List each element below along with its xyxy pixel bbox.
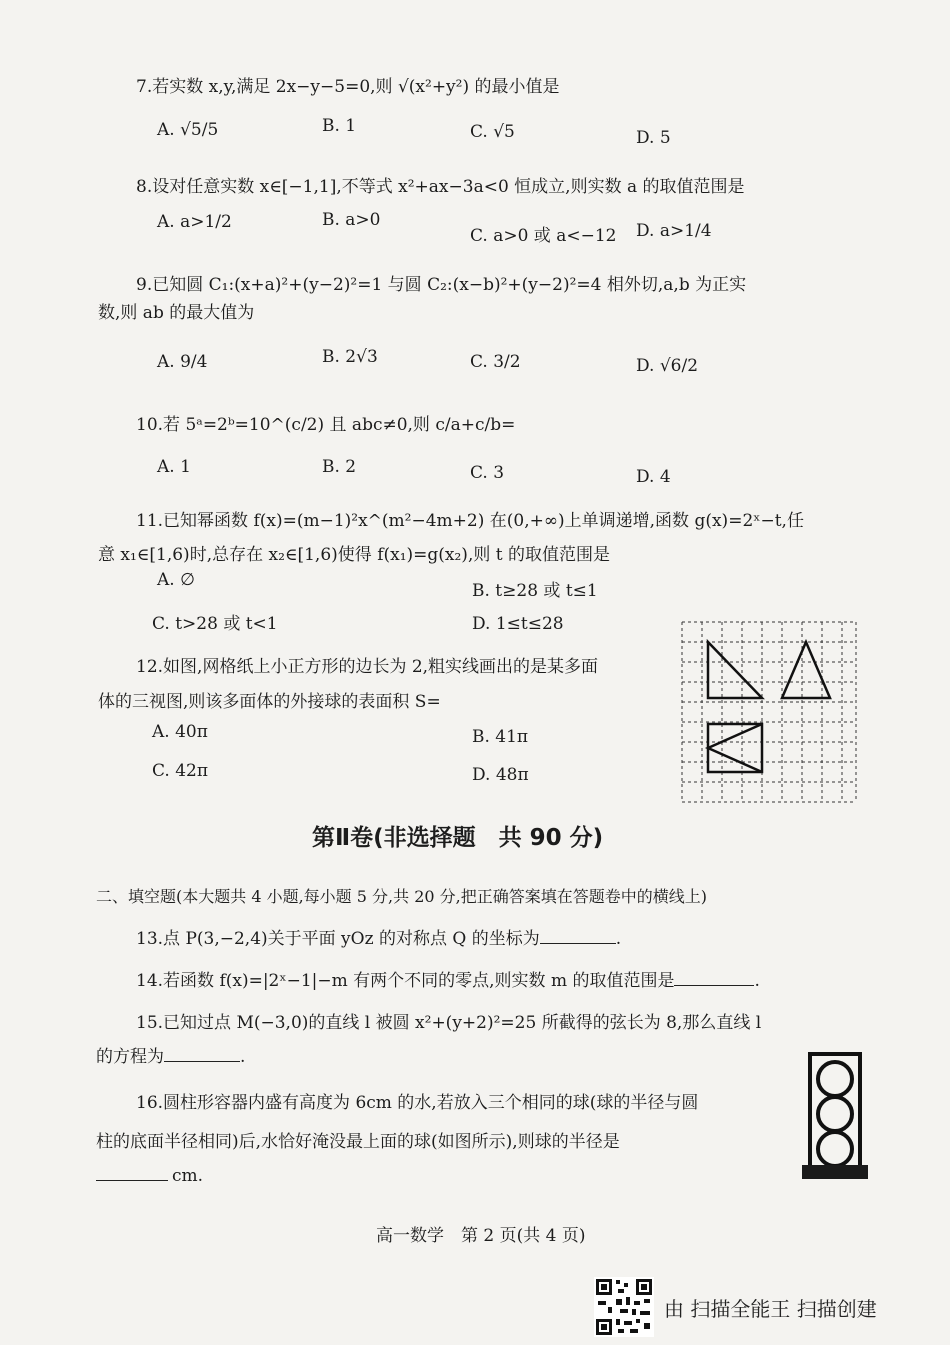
q9-option-a: A. 9/4 (157, 352, 208, 372)
front-view-shape (708, 642, 762, 698)
side-view-shape (782, 642, 830, 698)
q10-option-c: C. 3 (470, 463, 505, 483)
ball-top (818, 1062, 852, 1096)
q13-answer-blank[interactable] (540, 929, 616, 944)
q11-option-b: B. t≥28 或 t≤1 (472, 581, 598, 601)
three-view-grid-figure (680, 620, 858, 804)
q8-option-d: D. a>1/4 (636, 221, 712, 241)
q7-option-c: C. √5 (470, 122, 515, 142)
q7-option-a: A. √5/5 (157, 120, 219, 140)
q14-stem: 14.若函数 f(x)=|2ˣ−1|−m 有两个不同的零点,则实数 m 的取值范围是 (136, 971, 675, 991)
page-footer: 高一数学 第 2 页(共 4 页) (376, 1226, 586, 1246)
q15-stem-line2: 的方程为 (96, 1047, 164, 1067)
q16-stem-line1: 16.圆柱形容器内盛有高度为 6cm 的水,若放入三个相同的球(球的半径与圆 (136, 1093, 699, 1113)
top-view-rect (708, 724, 762, 772)
q11-option-c: C. t>28 或 t<1 (152, 614, 278, 634)
q10-stem: 10.若 5ᵃ=2ᵇ=10^(c/2) 且 abc≠0,则 c/a+c/b= (136, 415, 516, 435)
q11-option-a: A. ∅ (157, 570, 195, 590)
q14-answer-blank[interactable] (674, 971, 754, 986)
q15-line2: 的方程为 . (96, 1047, 246, 1067)
q7-option-b: B. 1 (322, 116, 357, 136)
q7-stem: 7.若实数 x,y,满足 2x−y−5=0,则 √(x²+y²) 的最小值是 (136, 77, 560, 97)
q16-line3 (96, 1166, 203, 1186)
q8-option-a: A. a>1/2 (157, 212, 232, 232)
q9-option-d: D. √6/2 (636, 356, 699, 376)
q8-option-c: C. a>0 或 a<−12 (470, 226, 617, 246)
ball-middle (818, 1097, 852, 1131)
ball-bottom (818, 1132, 852, 1166)
q10-option-b: B. 2 (322, 457, 357, 477)
q12-stem-line1: 12.如图,网格纸上小正方形的边长为 2,粗实线画出的是某多面 (136, 657, 599, 677)
section2-heading: 二、填空题(本大题共 4 小题,每小题 5 分,共 20 分,把正确答案填在答题卷中的横线上) (96, 887, 707, 906)
q8-option-b: B. a>0 (322, 210, 381, 230)
q9-stem-line2: 数,则 ab 的最大值为 (98, 303, 255, 323)
q15-stem-line1: 15.已知过点 M(−3,0)的直线 l 被圆 x²+(y+2)²=25 所截得的弦长为 8,那么直线 l (136, 1013, 762, 1033)
q16-answer-blank[interactable] (96, 1166, 168, 1181)
q12-option-a: A. 40π (152, 722, 208, 742)
q16-stem-line2: 柱的底面半径相同)后,水恰好淹没最上面的球(如图所示),则球的半径是 (96, 1132, 620, 1152)
qr-code-icon (594, 1277, 654, 1337)
q10-option-a: A. 1 (157, 457, 191, 477)
q9-option-b: B. 2√3 (322, 347, 378, 367)
q9-stem-line1: 9.已知圆 C₁:(x+a)²+(y−2)²=1 与圆 C₂:(x−b)²+(y−2)²=4 相外切,a,b 为正实 (136, 275, 747, 295)
scanner-stamp-text: 由 扫描全能王 扫描创建 (664, 1297, 877, 1321)
q7-option-d: D. 5 (636, 128, 671, 148)
q12-option-b: B. 41π (472, 727, 529, 747)
q11-stem-line2: 意 x₁∈[1,6)时,总存在 x₂∈[1,6)使得 f(x₁)=g(x₂),则 t 的取值范围是 (98, 545, 610, 565)
top-view-inner-lines (708, 724, 762, 772)
q16-unit: cm. (172, 1166, 204, 1186)
q11-option-d: D. 1≤t≤28 (472, 614, 564, 634)
q8-stem: 8.设对任意实数 x∈[−1,1],不等式 x²+ax−3a<0 恒成立,则实数 a 的取值范围是 (136, 177, 745, 197)
q12-option-c: C. 42π (152, 761, 209, 781)
q11-stem-line1: 11.已知幂函数 f(x)=(m−1)²x^(m²−4m+2) 在(0,+∞)上单调递增,函数 g(x)=2ˣ−t,任 (136, 511, 804, 531)
cylinder-base (802, 1165, 868, 1179)
q12-option-d: D. 48π (472, 765, 529, 785)
q12-stem-line2: 体的三视图,则该多面体的外接球的表面积 S= (98, 692, 441, 712)
q14-line: 14.若函数 f(x)=|2ˣ−1|−m 有两个不同的零点,则实数 m 的取值范围是 . (136, 971, 760, 991)
part2-title: 第Ⅱ卷(非选择题 共 90 分) (312, 825, 604, 851)
q15-answer-blank[interactable] (164, 1047, 240, 1062)
q9-option-c: C. 3/2 (470, 352, 521, 372)
q13-line: 13.点 P(3,−2,4)关于平面 yOz 的对称点 Q 的坐标为 . (136, 929, 622, 949)
q10-option-d: D. 4 (636, 467, 671, 487)
q13-stem: 13.点 P(3,−2,4)关于平面 yOz 的对称点 Q 的坐标为 (136, 929, 540, 949)
cylinder-balls-figure (800, 1048, 870, 1182)
